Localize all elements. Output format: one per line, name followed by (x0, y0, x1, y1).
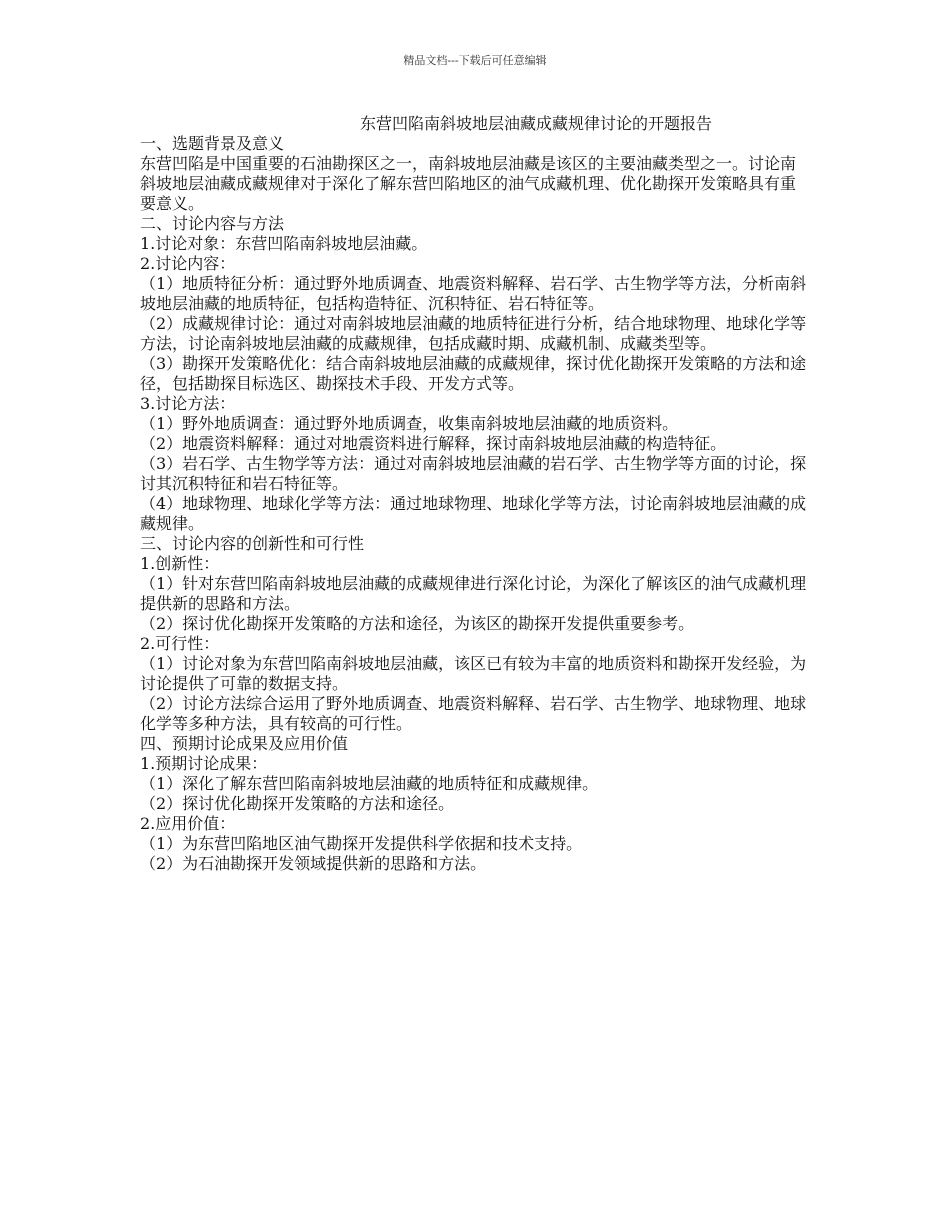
list-item: 2.应用价值： (140, 814, 236, 833)
list-item: （4）地球物理、地球化学等方法：通过地球物理、地球化学等方法，讨论南斜坡地层油藏的成藏规律。 (140, 494, 807, 533)
list-item: 1.创新性： (140, 554, 220, 573)
list-item: （2）为石油勘探开发领域提供新的思路和方法。 (140, 854, 487, 873)
list-item: 3.讨论方法： (140, 394, 236, 413)
list-item: （2）探讨优化勘探开发策略的方法和途径，为该区的勘探开发提供重要参考。 (140, 614, 695, 633)
list-item: （1）为东营凹陷地区油气勘探开发提供科学依据和技术支持。 (140, 834, 583, 853)
list-item: 1.预期讨论成果： (140, 754, 268, 773)
document-body (140, 134, 808, 874)
section-heading-1: 一、选题背景及意义 (140, 134, 285, 153)
paragraph-background: 东营凹陷是中国重要的石油勘探区之一，南斜坡地层油藏是该区的主要油藏类型之一。讨论南斜坡地层油藏成藏规律对于深化了解东营凹陷地区的油气成藏机理、优化勘探开发策略具有重要意义。 (140, 154, 797, 213)
list-item: （3）勘探开发策略优化：结合南斜坡地层油藏的成藏规律，探讨优化勘探开发策略的方法和途径，包括勘探目标选区、勘探技术手段、开发方式等。 (140, 354, 807, 393)
list-item: （2）探讨优化勘探开发策略的方法和途径。 (140, 794, 455, 813)
list-item: （1）讨论对象为东营凹陷南斜坡地层油藏，该区已有较为丰富的地质资料和勘探开发经验，为讨论提供了可靠的数据支持。 (140, 654, 807, 693)
list-item: 1.讨论对象：东营凹陷南斜坡地层油藏。 (140, 234, 428, 253)
list-item: （2）讨论方法综合运用了野外地质调查、地震资料解释、岩石学、古生物学、地球物理、地球化学等多种方法，具有较高的可行性。 (140, 694, 807, 733)
section-heading-2: 二、讨论内容与方法 (140, 214, 285, 233)
list-item: （1）针对东营凹陷南斜坡地层油藏的成藏规律进行深化讨论，为深化了解该区的油气成藏机理提供新的思路和方法。 (140, 574, 807, 613)
list-item: （2）地震资料解释：通过对地震资料进行解释，探讨南斜坡地层油藏的构造特征。 (140, 434, 727, 453)
section-heading-3: 三、讨论内容的创新性和可行性 (140, 534, 365, 553)
list-item: （3）岩石学、古生物学等方法：通过对南斜坡地层油藏的岩石学、古生物学等方面的讨论，探讨其沉积特征和岩石特征等。 (140, 454, 807, 493)
list-item: 2.可行性： (140, 634, 220, 653)
section-heading-4: 四、预期讨论成果及应用价值 (140, 734, 349, 753)
list-item: （1）深化了解东营凹陷南斜坡地层油藏的地质特征和成藏规律。 (140, 774, 599, 793)
list-item: （1）地质特征分析：通过野外地质调查、地震资料解释、岩石学、古生物学等方法，分析南斜坡地层油藏的地质特征，包括构造特征、沉积特征、岩石特征等。 (140, 274, 807, 313)
list-item: （2）成藏规律讨论：通过对南斜坡地层油藏的地质特征进行分析，结合地球物理、地球化学等方法，讨论南斜坡地层油藏的成藏规律，包括成藏时期、成藏机制、成藏类型等。 (140, 314, 807, 353)
list-item: 2.讨论内容： (140, 254, 236, 273)
document-title: 东营凹陷南斜坡地层油藏成藏规律讨论的开题报告 (360, 114, 713, 133)
list-item: （1）野外地质调查：通过野外地质调查，收集南斜坡地层油藏的地质资料。 (140, 414, 679, 433)
header-note: 精品文档---下载后可任意编辑 (403, 54, 547, 67)
